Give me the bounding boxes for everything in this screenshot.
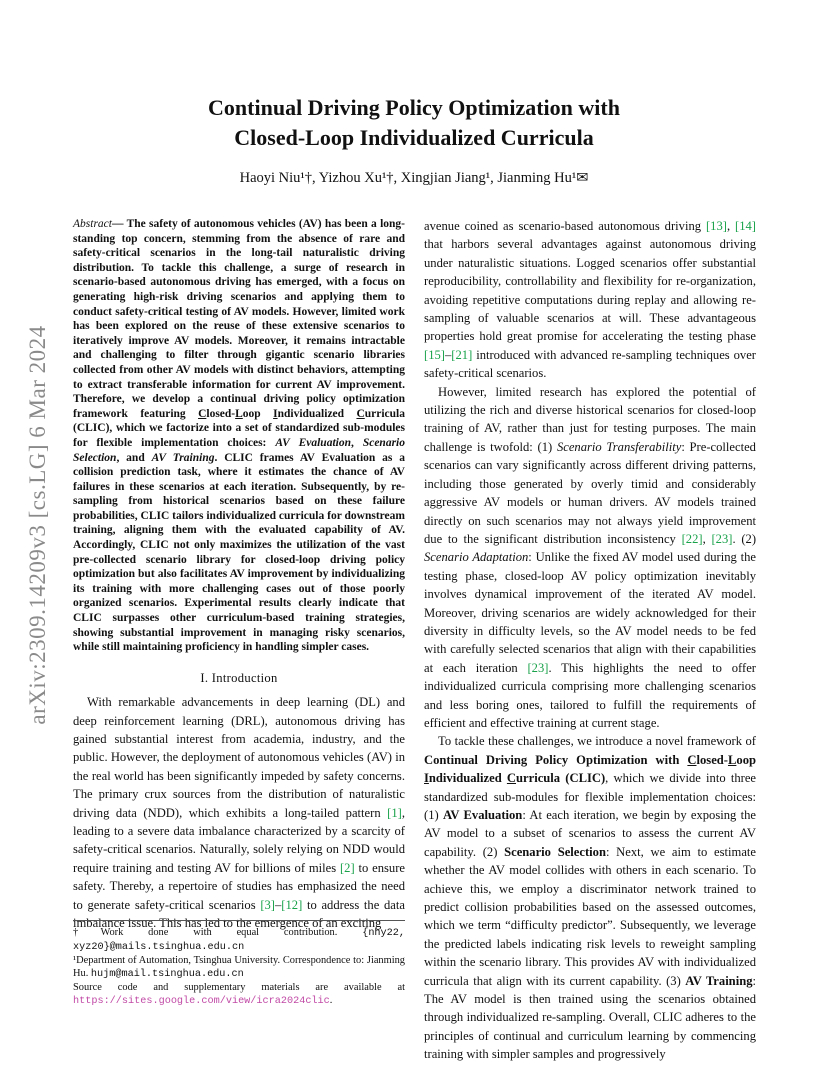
right-p2-a: However, limited research has explored the potential of utilizing the rich and diverse historical scenarios for closed-loop training of AV, rather than just for testing purposes. The main challenge is twofold: (1) (424, 384, 756, 454)
term-scenario-transferability: Scenario Transferability (556, 439, 682, 454)
footnotes (73, 920, 405, 1010)
footnote-source-code (73, 982, 405, 1008)
arxiv-id-text: arXiv:2309.14209v3 [cs.LG] 6 Mar 2024 (25, 325, 50, 725)
right-paragraph-2 (424, 383, 756, 733)
clic-i: I (273, 407, 278, 420)
sep2: , and (116, 451, 152, 464)
r2: oop (736, 752, 756, 767)
right-column (424, 217, 756, 1064)
citation-link[interactable]: [14] (735, 219, 756, 233)
u1: C (687, 752, 697, 767)
right-p3-b: , which we divide into three standardized sub-modules for flexible implementation choices: (1) (424, 771, 756, 822)
left-column (73, 217, 405, 933)
arxiv-side-identifier (18, 290, 58, 760)
abstract: Abstract— The safety of autonomous vehicles (AV) has been a long-standing top concern, stemming from the absence of rare and safety-critical scenarios in the long-tail naturalistic driving distribution. To tackle this challenge, a surge of research in scenario-based autonomous driving has emerged, with a focus on generating high-risk driving scenarios and applying them to conduct safety-critical testing of AV models. However, limited work has been explored on the reuse of these extensive scenarios to iteratively improve AV models. Moreover, it remains intractable and challenging to filter through gigantic scenario libraries collected from other AV models with distinct behaviors, attempting to extract transferable information for current AV improvement. Therefore, we develop a continual driving policy optimization framework featuring Closed-Loop Individualized Curricula (CLIC), which we factorize into a set of standardized sub-modules for flexible implementation choices: AV Evaluation, Scenario Selection, and AV Training. CLIC frames AV Evaluation as a collision prediction task, where it estimates the chance of AV failures in these scenarios at each iteration. Subsequently, by re-sampling from historical scenarios based on these failure probabilities, CLIC tailors individualized curricula for downstream training, aligning them with the evaluated capability of AV. Accordingly, CLIC not only maximizes the utilization of the vast pre-collected scenario library for closed-loop driving policy optimization but also facilitates AV improvement by individualizing its training with more challenging cases out of those poorly organized scenarios. Experimental results clearly indicate that CLIC surpasses other curriculum-based training strategies, showing substantial improvement in managing risky scenarios, while still maintaining proficiency in handling simpler cases. (73, 218, 406, 654)
footnote-2-email: hujm@mail.tsinghua.edu.cn (90, 968, 244, 980)
r3: ndividualized (428, 771, 507, 786)
intro-paragraph-1 (73, 693, 405, 932)
right-p2-b: : Pre-collected scenarios can vary significantly across different driving patterns, including those generated by overly timid and considerably aggressive AV models or human drivers. AV models trained directly on such scenarios may not always yield improvement due to the significant distribution inconsistency (424, 439, 756, 546)
citation-link[interactable]: [21] (451, 347, 473, 362)
footnote-2-text: ¹Department of Automation, Tsinghua University. Correspondence to: Jianming Hu. (73, 955, 405, 979)
right-paragraph-3 (424, 732, 756, 1063)
citation-link[interactable]: [13] (705, 219, 727, 233)
intro-p1-b: , leading to a severe data imbalance characterized by a scarcity of safety-critical scenarios. Naturally, solely relying on NDD would require training and testing AV for billions of miles (73, 805, 405, 875)
footnote-1-email: {nhy22, xyz20}@mails.tsinghua.edu.cn (73, 928, 405, 953)
term-scenario-adaptation: Scenario Adaptation (424, 550, 529, 565)
abstract-lead: Abstract (73, 218, 112, 230)
footnote-3-end: . (329, 994, 333, 1006)
module-scenario-selection: Scenario Selection (504, 844, 606, 859)
clic-l: L (235, 407, 243, 420)
paper-title (0, 93, 828, 153)
module-av-training: AV Training (685, 973, 753, 988)
intro-p1-c: to ensure safety. Thereby, a repertoire of studies has emphasized the need to generate safety-critical scenarios (73, 860, 405, 912)
right-p1-b: that harbors several advantages against autonomous driving under naturalistic situations. Logged scenarios offer substantial reproducibility, controllability and flexibility for re-organization, avoiding repetitive computations during replay and allowing re-sampling of valuable scenarios at will. These advantageous properties hold great promise for accelerating the testing phase (424, 237, 756, 344)
u2: L (727, 752, 737, 767)
sep1: , (350, 436, 363, 449)
section-heading-introduction: I. Introduction (200, 670, 278, 685)
footnote-1-text: †Work done with equal contribution. (73, 927, 363, 938)
clic-r3: ndividualized (277, 407, 357, 420)
source-code-link[interactable]: https://sites.google.com/view/icra2024clic (73, 995, 330, 1007)
citation-link[interactable]: [22] (681, 531, 703, 546)
footnote-3-text: Source code and supplementary materials are available at (73, 982, 405, 994)
right-p3-e: : The AV model is then trained using the scenarios obtained through individualized re-sampling. Overall, CLIC adheres to the principles of continual and curriculum learning by commencing training with simpler samples and progressively (424, 973, 756, 1062)
dash: – (444, 347, 452, 362)
clic-c1: C (198, 407, 207, 420)
sep: , (702, 531, 712, 546)
footnote-affiliation (73, 955, 405, 981)
choice-av-evaluation: AV Evaluation (275, 436, 351, 449)
right-p2-d: : Unlike the fixed AV model used during the testing phase, closed-loop AV policy optimization inevitably involves dynamical improvement of the iterated AV model. Moreover, driving scenarios are widely acknowledged for their diversity in difficulty levels, so the AV model needs to be fed with carefully selected scenarios that align with their capabilities at each iteration (424, 550, 756, 675)
clic-r4: urricula (CLIC), which we factorize into a set of standardized sub-modules for flexible implementation choices: (73, 407, 405, 449)
framework-name-lead: Continual Driving Policy Optimization with (424, 752, 688, 767)
right-p1-a: avenue coined as scenario-based autonomous driving (424, 219, 706, 233)
dash: – (275, 897, 282, 912)
clic-c2: C (356, 407, 365, 420)
u3: I (424, 771, 429, 786)
citation-link[interactable]: [1] (387, 805, 402, 820)
right-p2-e: . This highlights the need to offer individualized curricula comprising more challenging scenarios and less boring ones, tailored to fulfill the requirements of efficient and effective training at current stage. (424, 660, 756, 730)
citation-link[interactable]: [23] (711, 531, 733, 546)
right-p3-c: : At each iteration, we begin by exposing the AV model to a subset of scenarios to assess the current AV capability. (2) (424, 808, 756, 859)
right-p2-c: . (2) (732, 531, 757, 546)
module-av-evaluation: AV Evaluation (442, 808, 523, 822)
intro-p1-d: to address the data imbalance issue. This has led to the emergence of an exciting (73, 897, 405, 931)
authors: Haoyi Niu¹†, Yizhou Xu¹†, Xingjian Jiang¹, Jianming Hu¹✉ (239, 170, 589, 186)
r1: losed- (696, 752, 728, 767)
u4: C (506, 771, 517, 786)
title-line-2: Closed-Loop Individualized Curricula (234, 125, 594, 150)
right-p3-d: : Next, we aim to estimate whether the AV model collides with others in each scenario. To achieve this, we employ a discriminator network trained to predict collision probabilities based on the assessed outcomes, which we term “difficulty predictor”. Subsequently, we leverage the predicted labels indicating risk levels to reweight sampling within the scenario library. This provides AV with individualized curricula that align with its current capability. (3) (424, 844, 756, 988)
choice-scenario-selection: Scenario Selection (73, 436, 405, 464)
citation-link[interactable]: [12] (281, 897, 303, 912)
choice-av-training: AV Training (151, 451, 215, 464)
citation-link[interactable]: [15] (424, 347, 445, 362)
right-p3-a: To tackle these challenges, we introduce a novel framework of (438, 734, 756, 749)
citation-link[interactable]: [2] (339, 860, 355, 875)
clic-r1: losed- (206, 407, 236, 420)
r4: urricula (CLIC) (516, 771, 606, 786)
citation-link[interactable]: [23] (527, 660, 549, 675)
abstract-part2: . CLIC frames AV Evaluation as a collision prediction task, where it estimates the chance of AV failures in these scenarios at each iteration. Subsequently, by re-sampling from historical scenarios based on these failure probabilities, CLIC tailors individualized curricula for downstream training, aligning them with the evaluated capability of AV. Accordingly, CLIC not only maximizes the utilization of the vast pre-collected scenario library for closed-loop driving policy optimization but also facilitates AV improvement by individualizing its training with more challenging cases out of those poorly organized scenarios. Experimental results clearly indicate that CLIC surpasses other curriculum-based training strategies, showing substantial improvement in managing risky scenarios, while still maintaining proficiency in handling simpler cases. (73, 451, 405, 654)
right-p1-c: introduced with advanced re-sampling techniques over safety-critical scenarios. (424, 347, 756, 381)
clic-r2: oop (242, 407, 274, 420)
footnote-equal-contribution (73, 927, 405, 954)
intro-p1-a: With remarkable advancements in deep learning (DL) and deep reinforcement learning (DRL), autonomous driving has gained substantial interest from academia, industry, and the public. However, the deployment of autonomous vehicles (AV) in the real world has been significantly impeded by safety concerns. The primary crux sources from the distribution of naturalistic driving data (NDD), which exhibits a long-tailed pattern (73, 695, 405, 820)
title-line-1: Continual Driving Policy Optimization with (208, 95, 620, 120)
sep: , (726, 219, 736, 233)
right-paragraph-1 (424, 217, 756, 383)
abstract-part1: The safety of autonomous vehicles (AV) has been a long-standing top concern, stemming from the absence of rare and safety-critical scenarios in the long-tail naturalistic driving distribution. To tackle this challenge, a surge of research in scenario-based autonomous driving has emerged, with a focus on generating high-risk driving scenarios and applying them to conduct safety-critical testing of AV models. However, limited work has been explored on the reuse of these extensive scenarios to iteratively improve AV models. Moreover, it remains intractable and challenging to filter through gigantic scenario libraries collected from other AV models with distinct behaviors, attempting to extract transferable information for current AV improvement. Therefore, we develop a continual driving policy optimization framework featuring (73, 218, 406, 420)
citation-link[interactable]: [3] (260, 897, 275, 912)
